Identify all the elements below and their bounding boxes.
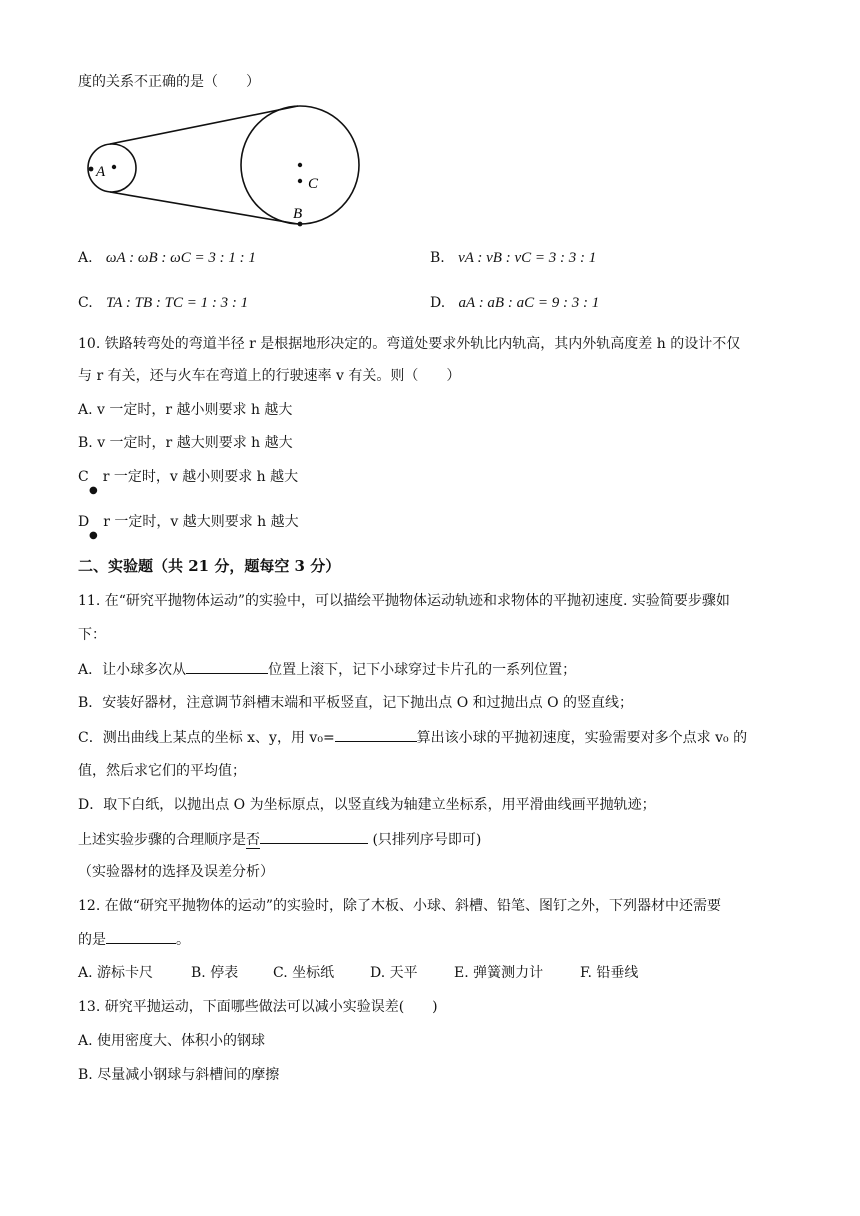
belt-bottom [110,192,298,224]
label-c: C [308,176,319,192]
q12-stem-line2: 的是 。 [78,929,190,950]
belt-top [110,106,298,144]
q9-tail-text: 度的关系不正确的是（ ） [78,74,260,90]
q12-option-c: C. 坐标纸 [273,965,335,981]
q11-step-a: A．让小球多次从 位置上滚下，记下小球穿过卡片孔的一系列位置； [78,659,576,680]
q11-order-line: 上述实验步骤的合理顺序是否 (只排列序号即可) [78,829,481,850]
bullet-dot: ● [89,485,98,496]
q10-stem-line2: 与 r 有关，还与火车在弯道上的行驶速率 v 有关。则（ ） [78,368,461,384]
q10-option-c: C r 一定时，v 越小则要求 h 越大 [78,469,299,485]
q13-option-b: B. 尽量减小钢球与斜槽间的摩擦 [78,1067,280,1083]
q9-option-a: A. ωA : ωB : ωC = 3 : 1 : 1 [78,250,256,266]
q9-option-d-expr: aA : aB : aC = 9 : 3 : 1 [458,295,600,311]
order-answer: 否 [246,832,260,848]
q11-step-c: C．测出曲线上某点的坐标 x、y，用 v₀= 算出该小球的平抛初速度，实验需要对多个点求 v₀ 的 [78,727,747,748]
q10-option-b: B. v 一定时，r 越大则要求 h 越大 [78,435,293,451]
q9-option-b-expr: vA : vB : vC = 3 : 3 : 1 [458,250,597,266]
point-c [298,179,302,183]
q12-option-b: B. 停表 [191,965,239,981]
point-a-center [112,165,116,169]
answer-blank[interactable] [260,829,368,844]
q12-option-d: D. 天平 [370,965,418,981]
point-c-center [298,163,302,167]
q11-step-b: B．安装好器材，注意调节斜槽末端和平板竖直，记下抛出点 O 和过抛出点 O 的竖直线； [78,695,634,711]
q13-option-a: A. 使用密度大、体积小的钢球 [78,1033,266,1049]
q13-stem: 13. 研究平抛运动，下面哪些做法可以减小实验误差( ) [78,999,438,1015]
q10-option-d: D r 一定时，v 越大则要求 h 越大 [78,514,299,530]
q9-option-d: D. aA : aB : aC = 9 : 3 : 1 [430,295,600,311]
label-a: A [96,164,106,180]
answer-blank[interactable] [106,929,176,944]
q9-option-b: B. vA : vB : vC = 3 : 3 : 1 [430,250,597,266]
answer-blank[interactable] [186,659,268,674]
q11-step-c-line2: 值，然后求它们的平均值； [78,763,246,779]
q10-stem-line1: 10. 铁路转弯处的弯道半径 r 是根据地形决定的。弯道处要求外轨比内轨高，其内外轨高度差 h 的设计不仅 [78,336,741,352]
q9-option-c: C. TA : TB : TC = 1 : 3 : 1 [78,295,249,311]
point-a-rim [89,167,94,172]
q10-option-a: A. v 一定时，r 越小则要求 h 越大 [78,402,293,418]
q12-option-a: A. 游标卡尺 [78,965,154,981]
pulley-belt-diagram [84,102,374,232]
q11-stem-line1: 11. 在“研究平抛物体运动”的实验中，可以描绘平抛物体运动轨迹和求物体的平抛初速度. 实验简要步骤如 [78,593,730,609]
answer-blank[interactable] [335,727,417,742]
point-b [298,222,303,227]
section-note: （实验器材的选择及误差分析） [78,864,274,880]
q11-step-d: D．取下白纸，以抛出点 O 为坐标原点，以竖直线为轴建立坐标系，用平滑曲线画平抛轨迹； [78,797,656,813]
label-b: B [293,206,303,222]
q12-option-e: E. 弹簧测力计 [454,965,544,981]
q9-option-c-expr: TA : TB : TC = 1 : 3 : 1 [106,295,249,311]
q9-option-a-expr: ωA : ωB : ωC = 3 : 1 : 1 [105,250,256,266]
q12-stem-line1: 12. 在做“研究平抛物体的运动”的实验时，除了木板、小球、斜槽、铅笔、图钉之外，下列器材中还需要 [78,898,722,914]
q12-option-f: F. 铅垂线 [580,965,639,981]
bullet-dot: ● [89,530,98,541]
section-heading: 二、实验题（共 21 分，题每空 3 分） [78,557,341,575]
q11-stem-line2: 下： [78,627,106,643]
